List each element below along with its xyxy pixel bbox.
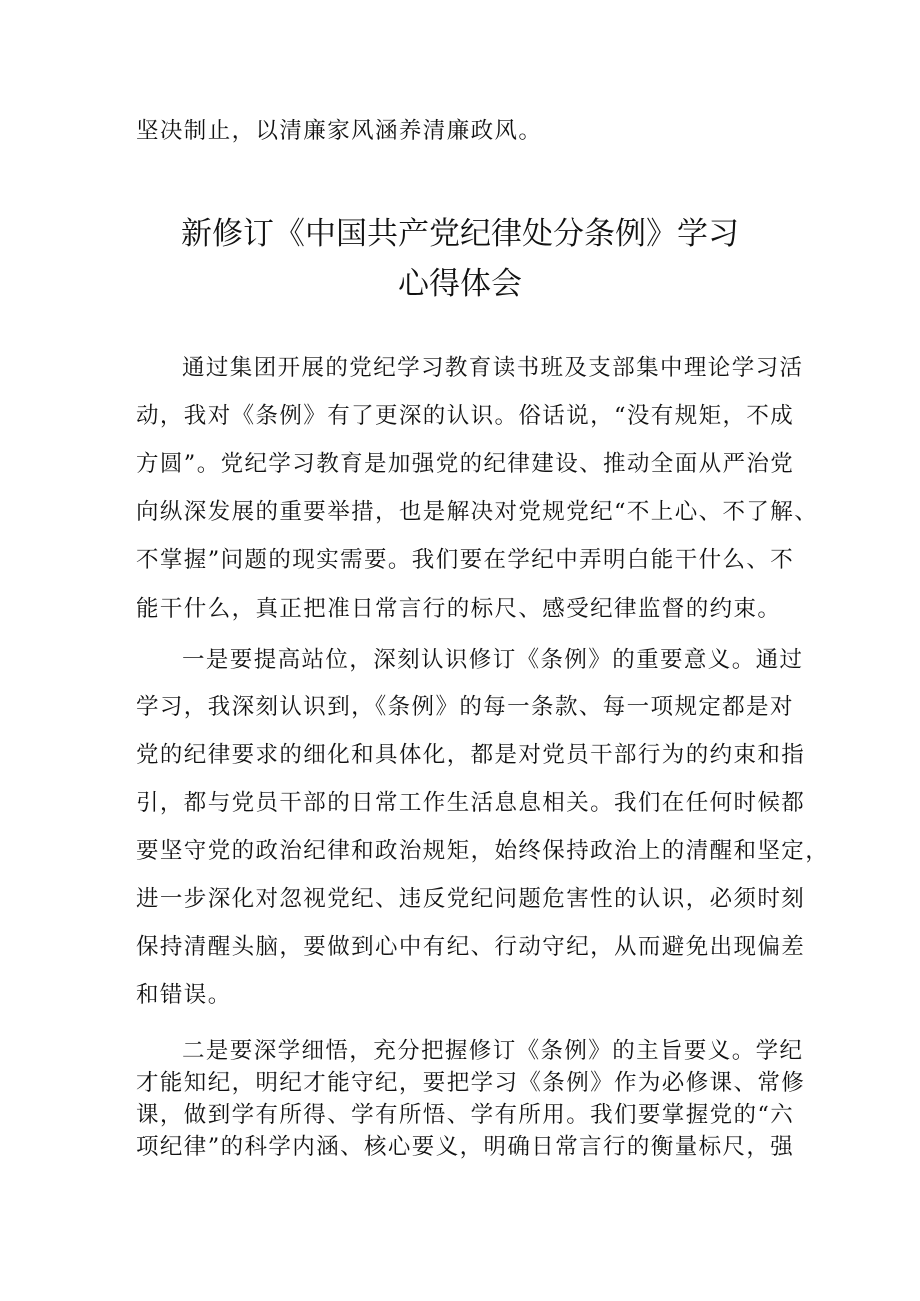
paragraph-1-line: 动，我对《条例》有了更深的认识。俗话说，“没有规矩，不成 (136, 403, 795, 429)
paragraph-2-line: 党的纪律要求的细化和具体化，都是对党员干部行为的约束和指 (136, 742, 806, 768)
paragraph-1-line: 方圆”。党纪学习教育是加强党的纪律建设、推动全面从严治党 (136, 451, 795, 477)
paragraph-3-line: 才能知纪，明纪才能守纪，要把学习《条例》作为必修课、常修 (136, 1070, 806, 1096)
paragraph-1-line: 通过集团开展的党纪学习教育读书班及支部集中理论学习活 (182, 355, 804, 381)
paragraph-2-line: 进一步深化对忽视党纪、违反党纪问题危害性的认识，必须时刻 (136, 886, 806, 912)
paragraph-2-line: 一是要提高站位，深刻认识修订《条例》的重要意义。通过 (182, 647, 804, 673)
document-title-line-1: 新修订《中国共产党纪律处分条例》学习 (181, 216, 739, 252)
continuation-line: 坚决制止，以清廉家风涵养清廉政风。 (136, 118, 543, 144)
paragraph-3-line: 项纪律”的科学内涵、核心要义，明确日常言行的衡量标尺，强 (136, 1134, 795, 1160)
paragraph-2-line: 学习，我深刻认识到，《条例》的每一条款、每一项规定都是对 (136, 694, 794, 720)
paragraph-1-line: 能干什么，真正把准日常言行的标尺、感受纪律监督的约束。 (136, 596, 782, 622)
paragraph-2-line: 和错误。 (136, 982, 232, 1008)
document-title-line-2: 心得体会 (398, 266, 522, 302)
paragraph-2-line: 保持清醒头脑，要做到心中有纪、行动守纪，从而避免出现偏差 (136, 934, 806, 960)
paragraph-2-line: 引，都与党员干部的日常工作生活息息相关。我们在任何时候都 (136, 790, 806, 816)
paragraph-3-line: 课，做到学有所得、学有所悟、学有所用。我们要掌握党的“六 (136, 1102, 795, 1128)
paragraph-3-line: 二是要深学细悟，充分把握修订《条例》的主旨要义。学纪 (182, 1038, 804, 1064)
paragraph-2-line: 要坚守党的政治纪律和政治规矩，始终保持政治上的清醒和坚定， (136, 838, 830, 864)
paragraph-1-line: 向纵深发展的重要举措，也是解决对党规党纪“不上心、不了解、 (136, 499, 819, 525)
paragraph-1-line: 不掌握”问题的现实需要。我们要在学纪中弄明白能干什么、不 (136, 547, 795, 573)
